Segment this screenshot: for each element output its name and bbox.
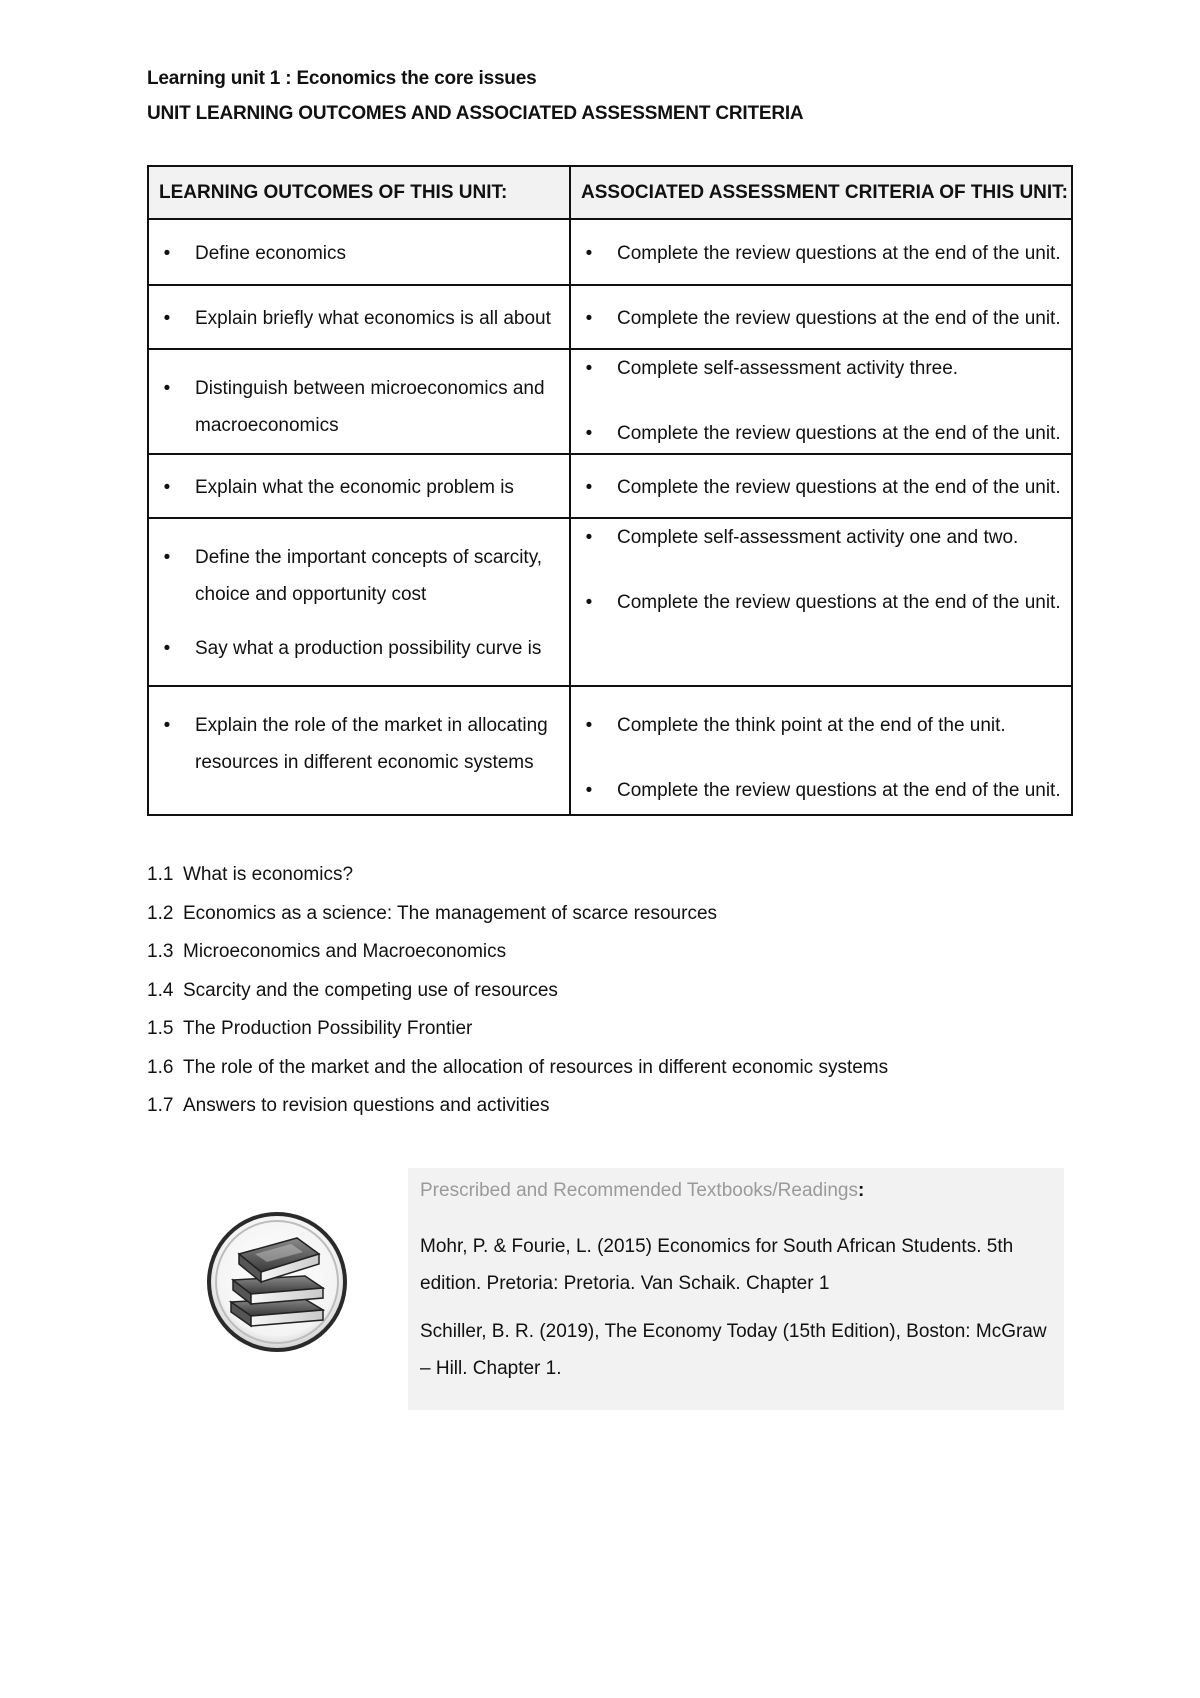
list-item: • Distinguish between microeconomics and macroeconomics [149, 370, 569, 444]
list-item: • Complete the think point at the end of the unit. [571, 707, 1071, 744]
toc-title: The Production Possibility Frontier [183, 1018, 473, 1039]
table-row [148, 518, 1072, 686]
criteria-cell [570, 219, 1072, 285]
criteria-cell [570, 285, 1072, 349]
toc-item [147, 1010, 888, 1049]
table-header-row [148, 166, 1072, 219]
outcomes-cell [148, 349, 570, 454]
bullet: • [163, 477, 171, 498]
criteria-cell [570, 349, 1072, 454]
list-item: • Explain the role of the market in allocating resources in different economic systems [149, 707, 569, 781]
bullet: • [585, 358, 593, 379]
list-item: • Complete self-assessment activity one and two. [571, 519, 1071, 556]
list-item: • Complete self-assessment activity three. [571, 350, 1071, 387]
toc-number: 1.4 [147, 979, 174, 1001]
toc-title: Scarcity and the competing use of resources [183, 979, 558, 1001]
list-item: • Explain what the economic problem is [149, 469, 569, 506]
readings-heading: Prescribed and Recommended Textbooks/Readings: [420, 1180, 865, 1201]
table-row [148, 349, 1072, 454]
bullet: • [163, 308, 171, 329]
unit-title: Learning unit 1 : Economics the core issues [147, 68, 537, 89]
list-item: • Complete the review questions at the end of the unit. [571, 235, 1071, 272]
list-item: • Complete the review questions at the end of the unit. [571, 415, 1071, 452]
unit-contents-list [147, 856, 888, 1126]
bullet: • [585, 308, 593, 329]
outcomes-cell [148, 219, 570, 285]
toc-title: What is economics? [183, 864, 354, 885]
toc-item [147, 933, 888, 972]
toc-number: 1.7 [147, 1095, 174, 1116]
outcomes-table [147, 165, 1073, 816]
list-item: • Define economics [149, 235, 569, 272]
bullet: • [163, 715, 171, 736]
readings-box [408, 1168, 1064, 1410]
col-header-criteria: ASSOCIATED ASSESSMENT CRITERIA OF THIS UNIT: [570, 166, 1072, 219]
toc-title: Microeconomics and Macroeconomics [183, 941, 507, 962]
list-item: • Complete the review questions at the end of the unit. [571, 469, 1071, 506]
books-stack-icon [205, 1210, 349, 1354]
toc-item [147, 1087, 888, 1126]
table-row [148, 285, 1072, 349]
bullet: • [163, 547, 171, 568]
list-item: • Complete the review questions at the end of the unit. [571, 300, 1071, 337]
toc-number: 1.6 [147, 1056, 174, 1078]
col-header-outcomes: LEARNING OUTCOMES OF THIS UNIT: [148, 166, 570, 219]
toc-number: 1.1 [147, 864, 174, 885]
toc-number: 1.2 [147, 902, 174, 924]
table-row [148, 219, 1072, 285]
criteria-cell [570, 686, 1072, 815]
outcomes-cell [148, 518, 570, 686]
bullet: • [585, 423, 593, 444]
bullet: • [585, 592, 593, 613]
bullet: • [163, 243, 171, 264]
bullet: • [163, 378, 171, 399]
toc-number: 1.3 [147, 941, 174, 962]
table-row [148, 686, 1072, 815]
list-item: • Say what a production possibility curve is [149, 630, 569, 667]
toc-title: Answers to revision questions and activities [183, 1095, 550, 1116]
list-item: • Explain briefly what economics is all about [149, 300, 569, 337]
outcomes-cell [148, 285, 570, 349]
toc-item [147, 895, 888, 934]
list-item: • Define the important concepts of scarcity, choice and opportunity cost [149, 539, 569, 613]
list-item: • Complete the review questions at the end of the unit. [571, 584, 1071, 621]
outcomes-cell [148, 454, 570, 518]
criteria-cell [570, 518, 1072, 686]
criteria-cell [570, 454, 1072, 518]
list-item: • Complete the review questions at the end of the unit. [571, 772, 1071, 809]
outcomes-cell [148, 686, 570, 815]
bullet: • [585, 715, 593, 736]
bullet: • [585, 527, 593, 548]
unit-subtitle: UNIT LEARNING OUTCOMES AND ASSOCIATED ASSESSMENT CRITERIA [147, 103, 804, 124]
toc-title: Economics as a science: The management of scarce resources [183, 902, 718, 924]
toc-number: 1.5 [147, 1018, 174, 1039]
bullet: • [585, 243, 593, 264]
toc-item [147, 972, 888, 1011]
toc-item [147, 856, 888, 895]
bullet: • [585, 780, 593, 801]
bullet: • [585, 477, 593, 498]
toc-item [147, 1049, 888, 1088]
bullet: • [163, 638, 171, 659]
reference-item: Mohr, P. & Fourie, L. (2015) Economics for South African Students. 5th edition. Pretoria: Pretoria. Van Schaik. Chapter 1 [420, 1236, 1014, 1294]
toc-title: The role of the market and the allocation of resources in different economic systems [183, 1056, 889, 1078]
reference-item: Schiller, B. R. (2019), The Economy Today (15th Edition), Boston: McGraw – Hill. Chapter 1. [420, 1321, 1047, 1379]
table-row [148, 454, 1072, 518]
